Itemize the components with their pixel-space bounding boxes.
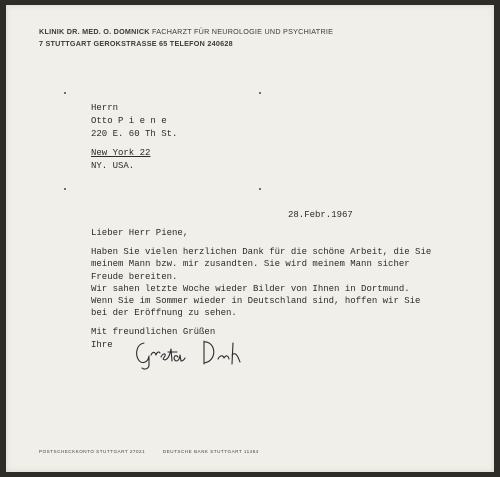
letterhead-address: 7 STUTTGART GEROKSTRASSE 65 TELEFON 240628	[39, 39, 233, 48]
letter-footer	[39, 449, 275, 454]
body-line: Haben Sie vielen herzlichen Dank für die schöne Arbeit, die Sie	[91, 247, 432, 258]
address-line: 220 E. 60 Th St.	[91, 129, 178, 139]
footer-bank-account: DEUTSCHE BANK STUTTGART 11464	[162, 449, 259, 454]
address-line: New York 22	[91, 148, 151, 158]
corner-mark-top-right	[259, 92, 261, 94]
address-line: NY. USA.	[91, 161, 135, 171]
corner-mark-bottom-left	[64, 188, 66, 190]
letterhead-clinic-name: KLINIK DR. MED. O. DOMNICK	[39, 27, 150, 36]
corner-mark-bottom-right	[259, 188, 261, 190]
closing-line: Mit freundlichen Grüßen	[91, 327, 216, 338]
closing-line: Ihre	[91, 339, 113, 350]
body-line: Freude bereiten.	[91, 271, 178, 282]
handwritten-signature	[132, 337, 242, 371]
letter-date: 28.Febr.1967	[288, 210, 353, 220]
body-line: Wenn Sie im Sommer wieder in Deutschland sind, hoffen wir Sie	[91, 296, 421, 307]
address-line: Herrn	[91, 103, 119, 113]
letterhead-specialty: FACHARZT FÜR NEUROLOGIE UND PSYCHIATRIE	[151, 27, 334, 36]
letter-body	[91, 227, 431, 351]
corner-mark-top-left	[64, 92, 66, 94]
letterhead	[39, 26, 333, 50]
body-line: bei der Eröffnung zu sehen.	[91, 308, 237, 319]
letter-paper	[6, 5, 494, 472]
body-line: Wir sahen letzte Woche wieder Bilder von Ihnen in Dortmund.	[91, 283, 410, 294]
body-line: meinem Mann bzw. mir zusandten. Sie wird meinem Mann sicher	[91, 259, 410, 270]
address-line: Otto P i e n e	[91, 116, 167, 126]
recipient-address	[91, 102, 177, 173]
salutation: Lieber Herr Piene,	[91, 228, 189, 238]
footer-postal-account: POSTSCHECKKONTO STUTTGART 27021	[39, 449, 146, 454]
